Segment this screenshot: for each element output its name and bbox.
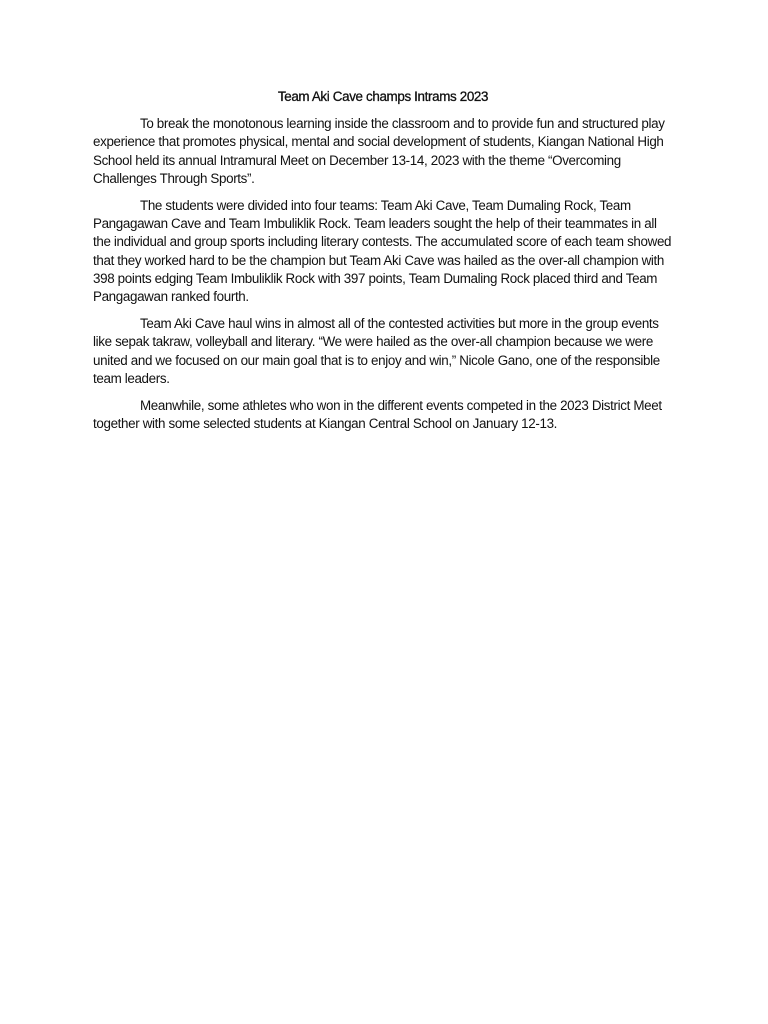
article-paragraph-1: To break the monotonous learning inside the classroom and to provide fun and structured play experience that promotes physical, mental and social development of students, Kiangan National High School held its annual Intramural Meet on December 13-14, 2023 with the theme “Overcoming Challenges Through Sports”. <box>93 116 665 186</box>
document-page <box>93 88 673 442</box>
article-paragraph-4: Meanwhile, some athletes who won in the different events competed in the 2023 District Meet together with some selected students at Kiangan Central School on January 12-13. <box>93 398 662 432</box>
article-title: Team Aki Cave champs Intrams 2023 <box>277 89 489 104</box>
article-paragraph-3: Team Aki Cave haul wins in almost all of the contested activities but more in the group events like sepak takraw, volleyball and literary. “We were hailed as the over-all champion because we were united and we focused on our main goal that is to enjoy and win,” Nicole Gano, one of the responsible team leaders. <box>93 316 660 386</box>
article-paragraph-2: The students were divided into four teams: Team Aki Cave, Team Dumaling Rock, Team Pangagawan Cave and Team Imbuliklik Rock. Team leaders sought the help of their teammates in all the individual and group sports including literary contests. The accumulated score of each team showed that they worked hard to be the champion but Team Aki Cave was hailed as the over-all champion with 398 points edging Team Imbuliklik Rock with 397 points, Team Dumaling Rock placed third and Team Pangagawan ranked fourth. <box>93 198 672 305</box>
